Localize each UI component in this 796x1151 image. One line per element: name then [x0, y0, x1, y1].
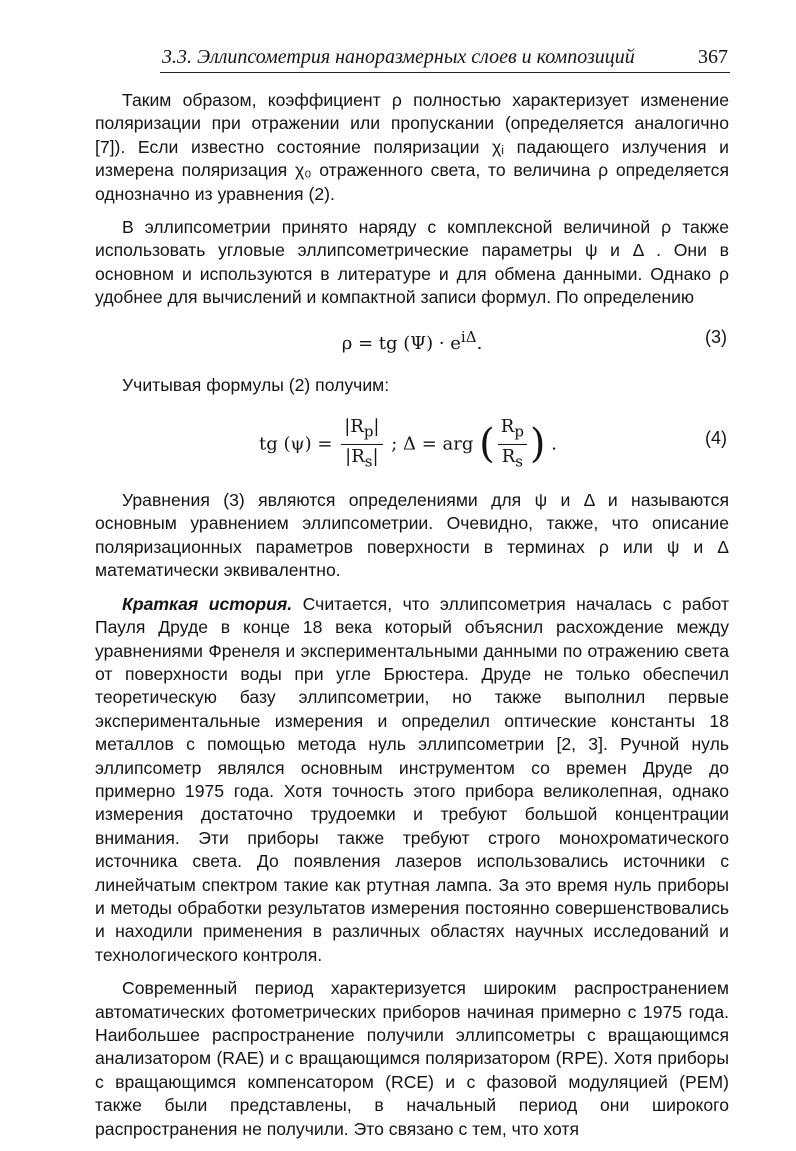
- eq4-frac1-num-sub: p: [363, 422, 374, 441]
- eq3-exponent: iΔ: [460, 327, 477, 346]
- equation-4-expression: [259, 415, 729, 474]
- eq4-frac2-numerator: [498, 415, 527, 445]
- paragraph-1: Таким образом, коэффициент ρ полностью характеризует изменение поляризации при отражении или пропускании (определяется аналогично [7]). Если известно состояние поляризации χᵢ падающего излучения и измерена поляризация χ₀ отраженного света, то величина ρ определяется однозначно из уравнения (2).: [95, 90, 729, 204]
- page-number: 367: [698, 46, 728, 68]
- eq4-frac1-denominator: $|R_s|$: [345, 446, 379, 471]
- equation-4: [95, 407, 729, 473]
- eq4-frac2-den-text: R: [501, 446, 516, 468]
- equation-3-expression: [95, 326, 729, 355]
- paragraph-6: Современный период характеризуется широким распространением автоматических фотометрических приборов начиная примерно с 1975 года. Наибольшее распространение получили эллипсометры с вращающимся анализатором (RAE) и с вращающимся поляризатором (RPE). Хотя приборы с вращающимся компенсатором (RCE) и с фазовой модуляцией (PEM) также были представлены, в начальный период они широкого распространения не получили. Это связано с тем, что хотя: [95, 978, 729, 1139]
- eq4-frac2-denominator: [498, 445, 527, 474]
- paragraph-4: Уравнения (3) являются определениями для ψ и Δ и называются основным уравнением эллипсометрии. Очевидно, также, что описание поляризационных параметров поверхности в терминах ρ или ψ и Δ математически эквивалентно.: [95, 490, 729, 581]
- eq4-frac1-numerator: $|R_p|$: [341, 415, 382, 445]
- eq4-frac1-num-text: |R: [344, 416, 364, 438]
- equation-3-number: (3): [705, 326, 727, 347]
- eq4-end: .: [551, 433, 557, 455]
- eq4-frac2-num-sub: p: [514, 422, 524, 441]
- eq4-right-paren: ): [529, 420, 546, 467]
- eq4-frac2-den-sub: s: [515, 452, 523, 471]
- paragraph-3: Учитывая формулы (2) получим:: [122, 374, 390, 395]
- paragraph-5: [95, 593, 729, 968]
- eq3-end: .: [476, 332, 483, 354]
- eq3-lhs: ρ = tg (Ψ) · e: [341, 332, 461, 354]
- eq4-frac1-den-sub: s: [364, 452, 373, 471]
- eq4-left-paren: (: [479, 420, 495, 467]
- eq4-fraction-2: [498, 415, 527, 474]
- page-body: [95, 89, 729, 1151]
- paragraph-5-text: Считается, что эллипсометрия началась с работ Пауля Друде в конце 18 века который объяснил расхождение между уравнениями Френеля и экспериментальными данными по отражению света от поверхности воды при угле Брюстера. Друде не только обеспечил теоретическую базу эллипсометрии, но также выполнил первые экспериментальные измерения и определил оптические константы 18 металлов с помощью метода нуль эллипсометрии [2, 3]. Ручной нуль эллипсометр являлся основным инструментом со времен Друде до примерно 1975 года. Хотя точность этого прибора великолепная, однако измерения достаточно трудоемки и требуют большой концентрации внимания. Эти приборы также требуют строго монохроматического источника света. До появления лазеров использовались источники с линейчатым спектром такие как ртутная лампа. За это время нуль приборы и методы обработки результатов измерения постоянно совершенствовались и находили применения в различных областях научных исследований и технологического контроля.: [95, 593, 730, 965]
- section-runin-heading: Краткая история.: [122, 593, 293, 614]
- equation-4-number: (4): [705, 428, 727, 449]
- eq4-lhs: tg (ψ) =: [259, 433, 333, 455]
- eq4-mid: ; Δ = arg: [391, 433, 474, 455]
- eq4-fraction-1: [341, 415, 382, 474]
- eq4-frac2-num-text: R: [500, 416, 515, 438]
- header-title: 3.3. Эллипсометрия наноразмерных слоев и композиций: [162, 46, 635, 68]
- eq4-frac1-den-text: |R: [345, 446, 365, 468]
- paragraph-2: В эллипсометрии принято наряду с комплексной величиной ρ также использовать угловые эллипсометрические параметры ψ и Δ . Они в основном и используются в литературе и для обмена данными. Однако ρ удобнее для вычислений и компактной записи формул. По определению: [95, 217, 729, 308]
- running-header: [160, 46, 730, 73]
- equation-3: [95, 320, 729, 360]
